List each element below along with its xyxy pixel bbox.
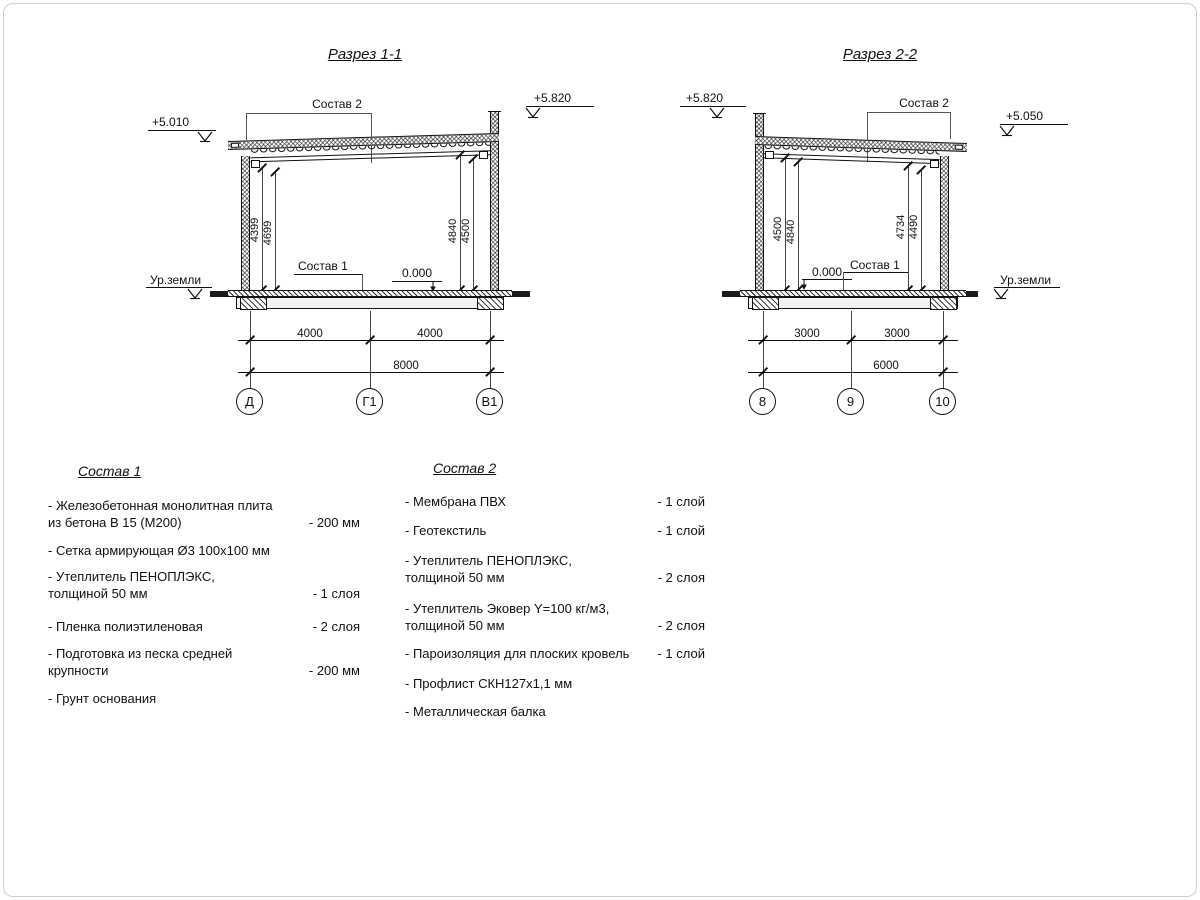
item-line2: крупности	[48, 663, 109, 678]
callout-line	[246, 113, 371, 114]
item-line1: - Металлическая балка	[405, 704, 546, 719]
span-dim: 3000	[794, 328, 820, 340]
footing	[752, 297, 779, 310]
callout-line	[843, 272, 908, 273]
item-line1: - Грунт основания	[48, 691, 157, 706]
list-item	[405, 645, 705, 662]
level-mark-icon	[992, 288, 1010, 300]
span-dim: 3000	[884, 328, 910, 340]
composition1-list	[48, 450, 360, 730]
level-mark-icon	[998, 125, 1016, 137]
dim-line	[238, 340, 504, 341]
list-item	[48, 645, 360, 679]
composition1-title: Состав 1	[78, 463, 142, 479]
ground-level-label: Ур.земли	[150, 273, 202, 287]
list-item	[405, 552, 705, 586]
composition1-callout-label: Состав 1	[850, 258, 900, 272]
item-line1: - Геотекстиль	[405, 523, 487, 538]
footing	[477, 297, 504, 310]
level-mark-icon	[524, 107, 542, 119]
span-dim: 4000	[417, 328, 443, 340]
list-item	[48, 690, 360, 707]
composition2-callout-label: Состав 2	[312, 97, 362, 111]
span-dim: 4000	[297, 328, 323, 340]
corbel-detail	[251, 160, 260, 168]
item-line1: - Утеплитель ПЕНОПЛЭКС,	[48, 569, 215, 584]
item-line1: - Мембрана ПВХ	[405, 494, 506, 509]
dim-line	[798, 162, 799, 290]
list-item	[405, 703, 705, 720]
eave-detail	[955, 145, 963, 150]
axis-label: В1	[481, 394, 498, 409]
dim-line	[748, 340, 958, 341]
axis-bubble	[749, 388, 776, 415]
callout-line	[246, 113, 247, 140]
item-line1: - Подготовка из песка средней	[48, 646, 233, 661]
extension-line	[490, 311, 491, 389]
corbel-detail	[765, 151, 774, 159]
callout-line	[294, 274, 362, 275]
height-dim: 4500	[460, 218, 472, 244]
composition2-callout-label: Состав 2	[899, 96, 949, 110]
floor-slab	[740, 290, 966, 297]
axis-label: 9	[846, 394, 855, 409]
level-mark-label: +5.820	[686, 91, 724, 105]
total-dim: 8000	[393, 360, 419, 372]
list-item	[48, 542, 360, 559]
floor-bed	[748, 297, 958, 309]
level-mark-label: +5.820	[534, 91, 572, 105]
composition2-title: Состав 2	[433, 460, 497, 476]
item-line1: - Пленка полиэтиленовая	[48, 619, 203, 634]
item-value: - 1 слой	[657, 523, 705, 538]
item-line1: - Сетка армирующая Ø3 100х100 мм	[48, 543, 270, 558]
axis-label: 8	[758, 394, 767, 409]
height-dim: 4490	[908, 214, 920, 240]
item-value: - 1 слоя	[312, 586, 360, 601]
dim-line	[238, 372, 504, 373]
axis-bubble	[356, 388, 383, 415]
item-value: - 1 слой	[657, 494, 705, 509]
height-dim: 4699	[262, 220, 274, 246]
extension-line	[370, 311, 371, 389]
list-item	[405, 600, 705, 634]
zero-level-line	[802, 279, 852, 280]
level-mark-icon	[708, 107, 726, 119]
down-arrow-icon	[799, 279, 809, 290]
composition2-list	[405, 445, 705, 735]
roof-assembly	[228, 133, 500, 165]
level-mark-label: +5.050	[1006, 109, 1044, 123]
axis-bubble	[476, 388, 503, 415]
level-mark-label: +5.010	[152, 115, 190, 129]
height-dim: 4399	[249, 217, 261, 243]
section-2-2-title: Разрез 2-2	[842, 46, 918, 63]
item-line1: - Утеплитель ПЕНОПЛЭКС,	[405, 553, 572, 568]
corbel-detail	[930, 160, 939, 168]
dim-line	[275, 172, 276, 290]
item-value: - 1 слой	[657, 646, 705, 661]
item-line1: - Профлист СКН127х1,1 мм	[405, 676, 573, 691]
callout-line	[950, 112, 951, 139]
corbel-detail	[479, 151, 488, 159]
right-wall	[940, 156, 949, 296]
axis-label: Г1	[362, 394, 377, 409]
floor-slab	[228, 290, 512, 297]
list-item	[405, 522, 705, 539]
item-value: - 200 мм	[308, 515, 360, 530]
list-item	[405, 493, 705, 510]
item-line1: - Пароизоляция для плоских кровель	[405, 646, 630, 661]
extension-line	[763, 311, 764, 389]
parapet-cap	[488, 111, 501, 112]
section-1-1-title: Разрез 1-1	[327, 46, 403, 63]
list-item	[48, 618, 360, 635]
axis-bubble	[236, 388, 263, 415]
total-dim: 6000	[873, 360, 899, 372]
extension-line	[943, 311, 944, 389]
height-dim: 4840	[785, 219, 797, 245]
footing	[930, 297, 957, 310]
extension-line	[851, 311, 852, 389]
floor-bed	[236, 297, 504, 309]
dim-line	[748, 372, 958, 373]
item-line1: - Утеплитель Эковер Y=100 кг/м3,	[405, 601, 610, 616]
level-mark-icon	[186, 288, 204, 300]
item-value: - 200 мм	[308, 663, 360, 678]
dim-line	[921, 170, 922, 290]
item-line1: - Железобетонная монолитная плита	[48, 498, 273, 513]
list-item	[405, 675, 705, 692]
item-value: - 2 слоя	[312, 619, 360, 634]
level-mark-icon	[196, 131, 214, 143]
zero-level-label: 0.000	[811, 265, 843, 279]
item-line2: толщиной 50 мм	[405, 618, 505, 633]
list-item	[48, 568, 360, 602]
composition1-callout-label: Состав 1	[298, 259, 348, 273]
item-line2: толщиной 50 мм	[405, 570, 505, 585]
axis-label: Д	[245, 394, 254, 409]
height-dim: 4840	[447, 218, 459, 244]
ground-level-label: Ур.земли	[1000, 273, 1052, 287]
item-value: - 2 слоя	[657, 618, 705, 633]
axis-bubble	[929, 388, 956, 415]
item-line2: из бетона В 15 (М200)	[48, 515, 182, 530]
height-dim: 4734	[895, 214, 907, 240]
eave-detail	[231, 143, 239, 148]
extension-line	[250, 311, 251, 389]
list-item	[48, 497, 360, 531]
dim-line	[473, 159, 474, 290]
item-value: - 2 слоя	[657, 570, 705, 585]
axis-label: 10	[935, 394, 950, 409]
axis-bubble	[837, 388, 864, 415]
footing	[240, 297, 267, 310]
parapet-cap	[753, 113, 766, 114]
height-dim: 4500	[772, 216, 784, 242]
zero-level-label: 0.000	[401, 266, 433, 280]
callout-line	[867, 112, 950, 113]
item-line2: толщиной 50 мм	[48, 586, 148, 601]
